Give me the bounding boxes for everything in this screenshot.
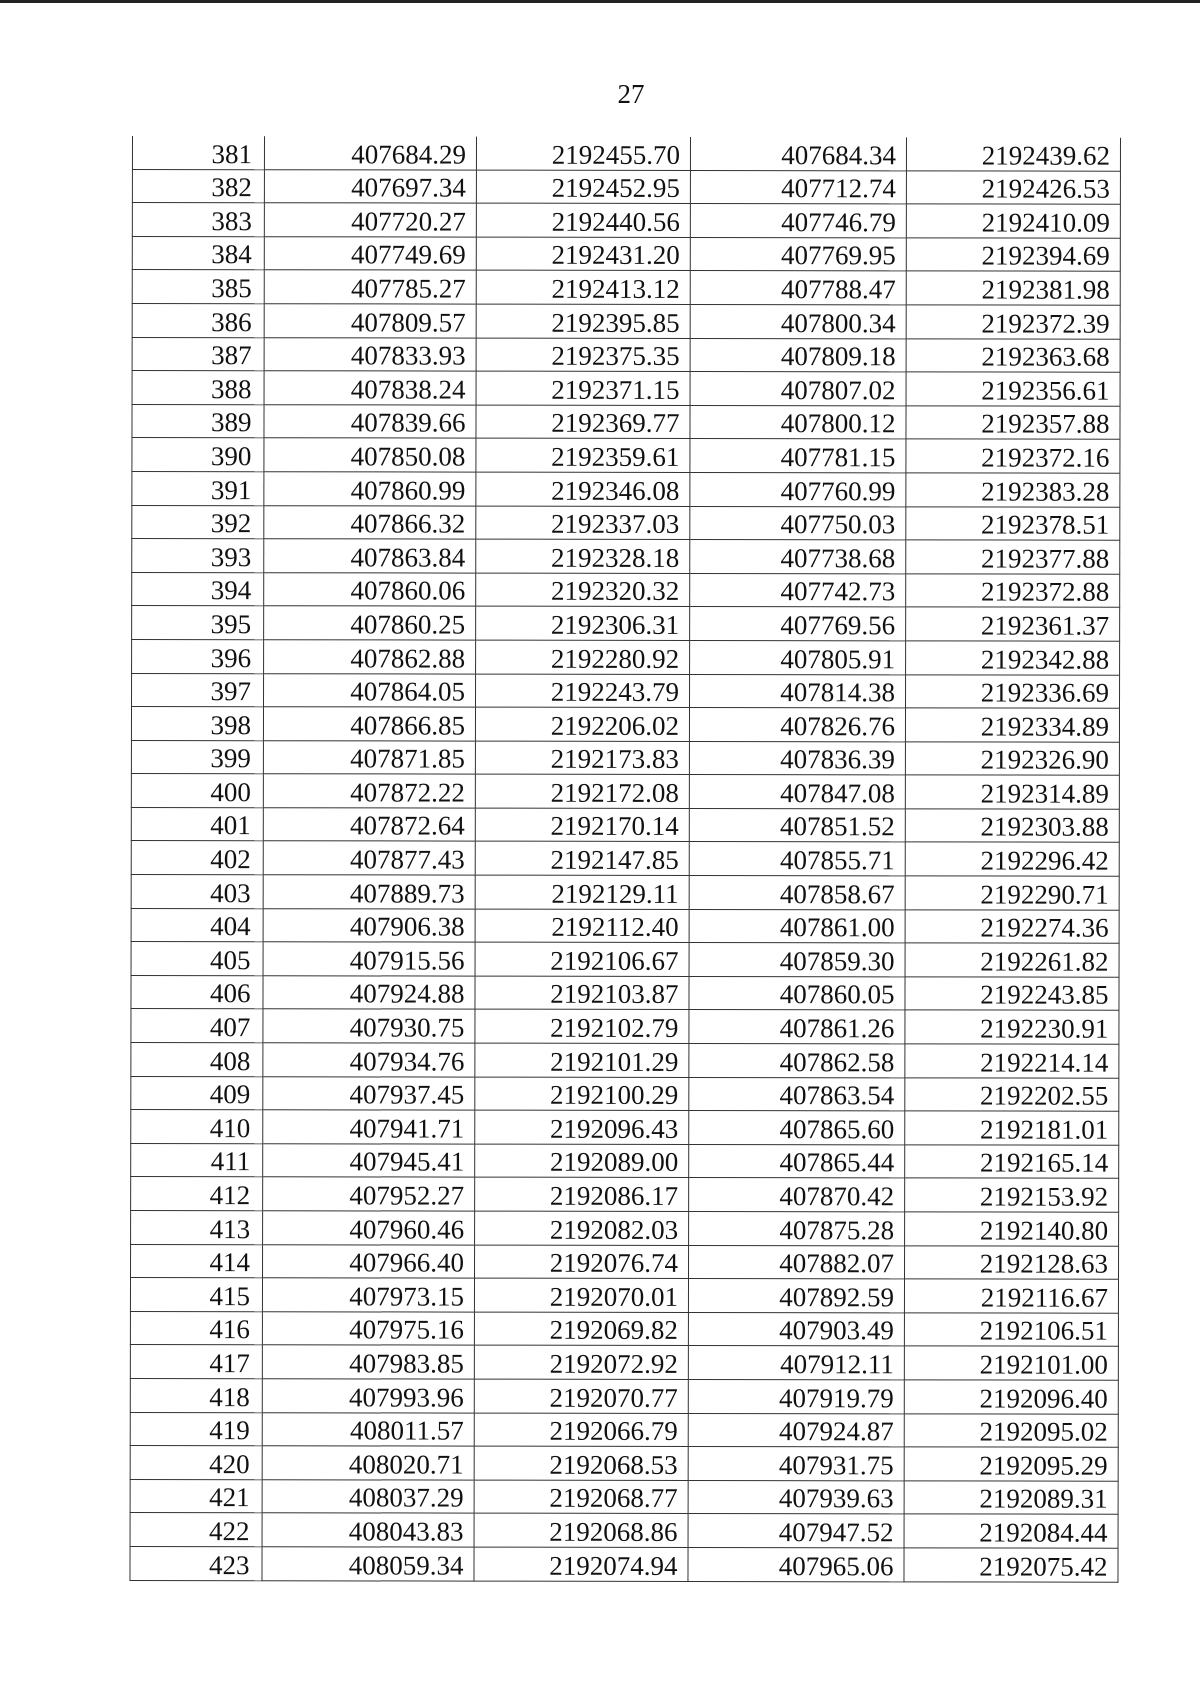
y1-cell: 2192089.00 bbox=[475, 1144, 689, 1178]
y1-cell: 2192072.92 bbox=[474, 1345, 688, 1379]
y1-cell: 2192337.03 bbox=[476, 506, 690, 540]
x2-cell: 407865.60 bbox=[689, 1111, 905, 1145]
point-number-cell: 409 bbox=[131, 1076, 263, 1110]
point-number-cell: 394 bbox=[132, 572, 264, 606]
y1-cell: 2192346.08 bbox=[476, 472, 690, 506]
y2-cell: 2192165.14 bbox=[905, 1145, 1119, 1179]
x1-cell: 407915.56 bbox=[263, 942, 475, 976]
table-row bbox=[132, 606, 1120, 641]
y2-cell: 2192243.85 bbox=[905, 977, 1119, 1011]
y1-cell: 2192172.08 bbox=[475, 774, 689, 808]
y1-cell: 2192170.14 bbox=[475, 808, 689, 842]
table-row bbox=[132, 505, 1120, 540]
point-number-cell: 410 bbox=[131, 1110, 263, 1144]
x2-cell: 407826.76 bbox=[689, 708, 905, 742]
y2-cell: 2192381.98 bbox=[906, 271, 1120, 305]
x1-cell: 407850.08 bbox=[264, 438, 476, 472]
x1-cell: 407871.85 bbox=[263, 740, 475, 774]
y2-cell: 2192089.31 bbox=[904, 1481, 1118, 1515]
page-top-border bbox=[0, 0, 1200, 3]
point-number-cell: 415 bbox=[130, 1278, 262, 1312]
x2-cell: 407947.52 bbox=[688, 1514, 904, 1548]
x2-cell: 407861.26 bbox=[689, 1010, 905, 1044]
y2-cell: 2192342.88 bbox=[906, 641, 1120, 675]
point-number-cell: 407 bbox=[131, 1009, 263, 1043]
y1-cell: 2192068.86 bbox=[474, 1513, 688, 1547]
y2-cell: 2192140.80 bbox=[905, 1212, 1119, 1246]
y1-cell: 2192076.74 bbox=[475, 1245, 689, 1279]
y2-cell: 2192230.91 bbox=[905, 1010, 1119, 1044]
y1-cell: 2192280.92 bbox=[476, 640, 690, 674]
point-number-cell: 399 bbox=[131, 740, 263, 774]
table-row bbox=[132, 337, 1120, 372]
y2-cell: 2192377.88 bbox=[906, 540, 1120, 574]
table-row bbox=[131, 1177, 1119, 1212]
table-row bbox=[131, 740, 1119, 775]
x1-cell: 407684.29 bbox=[264, 136, 476, 169]
y1-cell: 2192100.29 bbox=[475, 1077, 689, 1111]
point-number-cell: 420 bbox=[130, 1446, 262, 1480]
coordinates-table-body bbox=[130, 136, 1121, 1582]
x2-cell: 407851.52 bbox=[689, 808, 905, 842]
table-row bbox=[131, 1143, 1119, 1178]
y1-cell: 2192086.17 bbox=[475, 1178, 689, 1212]
point-number-cell: 386 bbox=[132, 303, 264, 337]
y1-cell: 2192452.95 bbox=[476, 170, 690, 204]
x1-cell: 407860.06 bbox=[264, 572, 476, 606]
table-row bbox=[131, 975, 1119, 1010]
table-row bbox=[130, 1345, 1118, 1380]
x2-cell: 407865.44 bbox=[689, 1144, 905, 1178]
x1-cell: 407983.85 bbox=[262, 1345, 474, 1379]
y2-cell: 2192096.40 bbox=[904, 1380, 1118, 1414]
x1-cell: 407993.96 bbox=[262, 1379, 474, 1413]
x1-cell: 407785.27 bbox=[264, 270, 476, 304]
table-row bbox=[130, 1546, 1118, 1581]
x1-cell: 407833.93 bbox=[264, 337, 476, 371]
x1-cell: 407924.88 bbox=[263, 976, 475, 1010]
y1-cell: 2192306.31 bbox=[476, 606, 690, 640]
y2-cell: 2192334.89 bbox=[905, 708, 1119, 742]
y2-cell: 2192356.61 bbox=[906, 372, 1120, 406]
x2-cell: 407860.05 bbox=[689, 976, 905, 1010]
table-row bbox=[130, 1446, 1118, 1481]
table-row bbox=[130, 1311, 1118, 1346]
x2-cell: 407875.28 bbox=[689, 1211, 905, 1245]
x2-cell: 407965.06 bbox=[688, 1547, 904, 1581]
x2-cell: 407746.79 bbox=[690, 204, 906, 238]
x2-cell: 407863.54 bbox=[689, 1077, 905, 1111]
x2-cell: 407788.47 bbox=[690, 271, 906, 305]
y2-cell: 2192290.71 bbox=[905, 876, 1119, 910]
x1-cell: 407952.27 bbox=[263, 1177, 475, 1211]
x2-cell: 407924.87 bbox=[688, 1413, 904, 1447]
x1-cell: 407860.25 bbox=[264, 606, 476, 640]
x1-cell: 407945.41 bbox=[263, 1144, 475, 1178]
y2-cell: 2192095.29 bbox=[904, 1447, 1118, 1481]
point-number-cell: 417 bbox=[130, 1345, 262, 1379]
y2-cell: 2192361.37 bbox=[906, 607, 1120, 641]
y2-cell: 2192261.82 bbox=[905, 943, 1119, 977]
table-row bbox=[130, 1378, 1118, 1413]
x1-cell: 407866.85 bbox=[263, 707, 475, 741]
x2-cell: 407800.34 bbox=[690, 304, 906, 338]
y2-cell: 2192378.51 bbox=[906, 506, 1120, 540]
y1-cell: 2192440.56 bbox=[476, 203, 690, 237]
y2-cell: 2192202.55 bbox=[905, 1077, 1119, 1111]
point-number-cell: 416 bbox=[130, 1311, 262, 1345]
x1-cell: 407937.45 bbox=[263, 1076, 475, 1110]
y2-cell: 2192303.88 bbox=[905, 809, 1119, 843]
x1-cell: 407860.99 bbox=[264, 472, 476, 506]
table-row bbox=[131, 942, 1119, 977]
y1-cell: 2192395.85 bbox=[476, 304, 690, 338]
x2-cell: 407760.99 bbox=[690, 472, 906, 506]
table-row bbox=[131, 875, 1119, 910]
point-number-cell: 382 bbox=[132, 169, 264, 203]
point-number-cell: 390 bbox=[132, 438, 264, 472]
y1-cell: 2192101.29 bbox=[475, 1043, 689, 1077]
y1-cell: 2192369.77 bbox=[476, 405, 690, 439]
y1-cell: 2192206.02 bbox=[475, 707, 689, 741]
table-row bbox=[131, 1043, 1119, 1078]
point-number-cell: 392 bbox=[132, 505, 264, 539]
point-number-cell: 405 bbox=[131, 942, 263, 976]
y2-cell: 2192075.42 bbox=[904, 1548, 1118, 1582]
y1-cell: 2192102.79 bbox=[475, 1010, 689, 1044]
x1-cell: 407809.57 bbox=[264, 304, 476, 338]
point-number-cell: 406 bbox=[131, 975, 263, 1009]
x1-cell: 407862.88 bbox=[264, 640, 476, 674]
y2-cell: 2192274.36 bbox=[905, 910, 1119, 944]
y2-cell: 2192153.92 bbox=[905, 1178, 1119, 1212]
point-number-cell: 421 bbox=[130, 1479, 262, 1513]
x1-cell: 407960.46 bbox=[263, 1211, 475, 1245]
point-number-cell: 401 bbox=[131, 807, 263, 841]
table-row bbox=[131, 908, 1119, 943]
point-number-cell: 398 bbox=[131, 707, 263, 741]
table-row bbox=[131, 1244, 1119, 1279]
x2-cell: 407912.11 bbox=[688, 1346, 904, 1380]
point-number-cell: 414 bbox=[131, 1244, 263, 1278]
table-row bbox=[132, 169, 1120, 204]
y1-cell: 2192082.03 bbox=[475, 1211, 689, 1245]
point-number-cell: 402 bbox=[131, 841, 263, 875]
y1-cell: 2192068.53 bbox=[474, 1446, 688, 1480]
x1-cell: 407872.22 bbox=[263, 774, 475, 808]
point-number-cell: 419 bbox=[130, 1412, 262, 1446]
x2-cell: 407903.49 bbox=[688, 1312, 904, 1346]
x1-cell: 407863.84 bbox=[264, 539, 476, 573]
y1-cell: 2192413.12 bbox=[476, 270, 690, 304]
x2-cell: 407858.67 bbox=[689, 876, 905, 910]
y1-cell: 2192375.35 bbox=[476, 338, 690, 372]
point-number-cell: 383 bbox=[132, 203, 264, 237]
x2-cell: 407769.56 bbox=[690, 607, 906, 641]
y1-cell: 2192243.79 bbox=[476, 674, 690, 708]
x2-cell: 407939.63 bbox=[688, 1480, 904, 1514]
point-number-cell: 388 bbox=[132, 371, 264, 405]
table-row bbox=[131, 1110, 1119, 1145]
x2-cell: 407847.08 bbox=[689, 775, 905, 809]
x2-cell: 407931.75 bbox=[688, 1447, 904, 1481]
point-number-cell: 381 bbox=[132, 136, 264, 169]
y2-cell: 2192426.53 bbox=[906, 170, 1120, 204]
x1-cell: 407975.16 bbox=[262, 1312, 474, 1346]
point-number-cell: 413 bbox=[131, 1210, 263, 1244]
point-number-cell: 422 bbox=[130, 1513, 262, 1547]
point-number-cell: 387 bbox=[132, 337, 264, 371]
x1-cell: 407877.43 bbox=[263, 841, 475, 875]
table-row bbox=[132, 270, 1120, 305]
y2-cell: 2192410.09 bbox=[906, 204, 1120, 238]
x1-cell: 407697.34 bbox=[264, 169, 476, 203]
y2-cell: 2192314.89 bbox=[905, 775, 1119, 809]
x1-cell: 408043.83 bbox=[262, 1513, 474, 1547]
y2-cell: 2192326.90 bbox=[905, 742, 1119, 776]
point-number-cell: 395 bbox=[132, 606, 264, 640]
point-number-cell: 400 bbox=[131, 774, 263, 808]
y1-cell: 2192455.70 bbox=[476, 137, 690, 170]
x1-cell: 407838.24 bbox=[264, 371, 476, 405]
point-number-cell: 385 bbox=[132, 270, 264, 304]
x2-cell: 407882.07 bbox=[689, 1245, 905, 1279]
table-row bbox=[132, 203, 1120, 238]
x2-cell: 407862.58 bbox=[689, 1044, 905, 1078]
x2-cell: 407807.02 bbox=[690, 372, 906, 406]
point-number-cell: 397 bbox=[132, 673, 264, 707]
x1-cell: 407866.32 bbox=[264, 505, 476, 539]
y1-cell: 2192320.32 bbox=[476, 573, 690, 607]
point-number-cell: 391 bbox=[132, 471, 264, 505]
table-row bbox=[130, 1513, 1118, 1548]
x2-cell: 407870.42 bbox=[689, 1178, 905, 1212]
table-row bbox=[132, 471, 1120, 506]
x1-cell: 407720.27 bbox=[264, 203, 476, 237]
x2-cell: 407769.95 bbox=[690, 237, 906, 271]
x2-cell: 407750.03 bbox=[690, 506, 906, 540]
table-row bbox=[132, 236, 1120, 271]
x2-cell: 407800.12 bbox=[690, 405, 906, 439]
point-number-cell: 403 bbox=[131, 875, 263, 909]
table-row bbox=[132, 136, 1120, 171]
table-row bbox=[130, 1412, 1118, 1447]
point-number-cell: 411 bbox=[131, 1143, 263, 1177]
table-row bbox=[132, 404, 1120, 439]
x2-cell: 407892.59 bbox=[688, 1279, 904, 1313]
point-number-cell: 389 bbox=[132, 404, 264, 438]
table-row bbox=[132, 303, 1120, 338]
x1-cell: 407872.64 bbox=[263, 808, 475, 842]
y2-cell: 2192372.39 bbox=[906, 305, 1120, 339]
y1-cell: 2192070.77 bbox=[474, 1379, 688, 1413]
x2-cell: 407836.39 bbox=[689, 741, 905, 775]
point-number-cell: 418 bbox=[130, 1378, 262, 1412]
x2-cell: 407919.79 bbox=[688, 1379, 904, 1413]
y1-cell: 2192069.82 bbox=[474, 1312, 688, 1346]
y1-cell: 2192147.85 bbox=[475, 842, 689, 876]
table-row bbox=[131, 1009, 1119, 1044]
page-number: 27 bbox=[617, 79, 645, 109]
x2-cell: 407855.71 bbox=[689, 842, 905, 876]
table-row bbox=[132, 438, 1120, 473]
x1-cell: 407864.05 bbox=[264, 673, 476, 707]
y2-cell: 2192372.16 bbox=[906, 439, 1120, 473]
y1-cell: 2192103.87 bbox=[475, 976, 689, 1010]
x1-cell: 407973.15 bbox=[262, 1278, 474, 1312]
point-number-cell: 404 bbox=[131, 908, 263, 942]
table-row bbox=[131, 841, 1119, 876]
y2-cell: 2192363.68 bbox=[906, 338, 1120, 372]
x2-cell: 407712.74 bbox=[690, 170, 906, 204]
x2-cell: 407781.15 bbox=[690, 439, 906, 473]
y1-cell: 2192068.77 bbox=[474, 1480, 688, 1514]
y1-cell: 2192096.43 bbox=[475, 1110, 689, 1144]
y1-cell: 2192112.40 bbox=[475, 909, 689, 943]
y1-cell: 2192359.61 bbox=[476, 438, 690, 472]
x2-cell: 407861.00 bbox=[689, 909, 905, 943]
point-number-cell: 396 bbox=[132, 639, 264, 673]
y2-cell: 2192336.69 bbox=[906, 674, 1120, 708]
table-row bbox=[132, 639, 1120, 674]
y1-cell: 2192431.20 bbox=[476, 237, 690, 271]
x2-cell: 407805.91 bbox=[690, 640, 906, 674]
x1-cell: 407889.73 bbox=[263, 875, 475, 909]
y2-cell: 2192357.88 bbox=[906, 406, 1120, 440]
y2-cell: 2192106.51 bbox=[904, 1313, 1118, 1347]
x2-cell: 407742.73 bbox=[690, 573, 906, 607]
x2-cell: 407859.30 bbox=[689, 943, 905, 977]
x1-cell: 407749.69 bbox=[264, 237, 476, 271]
table-row bbox=[131, 707, 1119, 742]
y1-cell: 2192106.67 bbox=[475, 942, 689, 976]
y2-cell: 2192095.02 bbox=[904, 1413, 1118, 1447]
y2-cell: 2192181.01 bbox=[905, 1111, 1119, 1145]
table-row bbox=[132, 371, 1120, 406]
y2-cell: 2192296.42 bbox=[905, 842, 1119, 876]
y1-cell: 2192371.15 bbox=[476, 371, 690, 405]
x1-cell: 407941.71 bbox=[263, 1110, 475, 1144]
y2-cell: 2192084.44 bbox=[904, 1514, 1118, 1548]
point-number-cell: 408 bbox=[131, 1043, 263, 1077]
y2-cell: 2192439.62 bbox=[906, 137, 1120, 170]
table-row bbox=[131, 774, 1119, 809]
point-number-cell: 423 bbox=[130, 1546, 262, 1580]
y1-cell: 2192129.11 bbox=[475, 875, 689, 909]
table-row bbox=[132, 539, 1120, 574]
y2-cell: 2192116.67 bbox=[904, 1279, 1118, 1313]
point-number-cell: 384 bbox=[132, 236, 264, 270]
x2-cell: 407814.38 bbox=[690, 674, 906, 708]
x1-cell: 407906.38 bbox=[263, 908, 475, 942]
y1-cell: 2192074.94 bbox=[474, 1547, 688, 1581]
y1-cell: 2192328.18 bbox=[476, 539, 690, 573]
y2-cell: 2192372.88 bbox=[906, 574, 1120, 608]
x1-cell: 408011.57 bbox=[262, 1412, 474, 1446]
table-row bbox=[131, 1210, 1119, 1245]
y1-cell: 2192070.01 bbox=[474, 1278, 688, 1312]
table-row bbox=[132, 572, 1120, 607]
point-number-cell: 412 bbox=[131, 1177, 263, 1211]
y2-cell: 2192214.14 bbox=[905, 1044, 1119, 1078]
point-number-cell: 393 bbox=[132, 539, 264, 573]
y1-cell: 2192066.79 bbox=[474, 1413, 688, 1447]
x1-cell: 408020.71 bbox=[262, 1446, 474, 1480]
x2-cell: 407738.68 bbox=[690, 540, 906, 574]
y2-cell: 2192383.28 bbox=[906, 473, 1120, 507]
table-row bbox=[131, 807, 1119, 842]
x1-cell: 407930.75 bbox=[263, 1009, 475, 1043]
x1-cell: 408037.29 bbox=[262, 1479, 474, 1513]
y2-cell: 2192101.00 bbox=[904, 1346, 1118, 1380]
coordinates-table bbox=[129, 136, 1121, 1582]
y1-cell: 2192173.83 bbox=[475, 741, 689, 775]
x2-cell: 407684.34 bbox=[690, 137, 906, 170]
table-row bbox=[132, 673, 1120, 708]
y2-cell: 2192394.69 bbox=[906, 238, 1120, 272]
x1-cell: 407934.76 bbox=[263, 1043, 475, 1077]
x1-cell: 407839.66 bbox=[264, 404, 476, 438]
y2-cell: 2192128.63 bbox=[905, 1245, 1119, 1279]
x2-cell: 407809.18 bbox=[690, 338, 906, 372]
table-row bbox=[130, 1479, 1118, 1514]
table-row bbox=[131, 1076, 1119, 1111]
x1-cell: 408059.34 bbox=[262, 1547, 474, 1581]
table-row bbox=[130, 1278, 1118, 1313]
x1-cell: 407966.40 bbox=[263, 1244, 475, 1278]
